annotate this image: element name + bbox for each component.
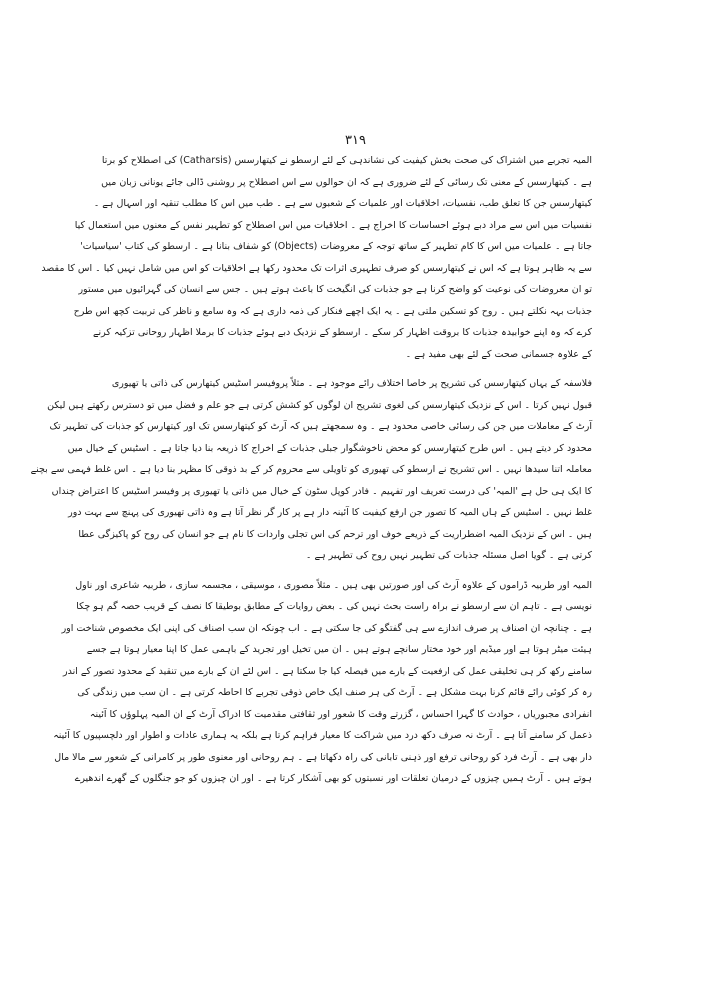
text-line: ہیئت میٹر ہوتا ہے اور میڈیم اور خود مختار سانچے ہوتے ہیں ۔ ان میں تخیل اور تجرید کے باہمی عمل کا اپنا معیار ہوتا ہے جسے: [86, 644, 592, 655]
text-line: کا ایک ہی حل ہے 'المیہ' کی درست تعریف اور تفہیم ۔ فادر کوپل سٹون کے خیال میں ذاتی یا تھیوری پر وفیسر اسٹیس کا اعتراض چنداں: [51, 485, 592, 497]
text-line: سے یہ ظاہر ہوتا ہے کہ اس نے کیتھارسس کو صرف تطہیری اثرات تک محدود رکھا ہے اخلاقیات کو اس میں شامل نہیں کیا ۔ اس کا مقصد: [41, 262, 592, 274]
text-line: تو ان معروضات کی نوعیت کو واضح کرنا ہے جو جذبات کی انگیخت کا باعث ہوتے ہیں ۔ جس سے انسان کی گہرائیوں میں مستور: [78, 284, 592, 295]
text-line: کیتھارسس جن کا تعلق طب، نفسیات، اخلاقیات اور علمیات کے شعبوں سے ہے ۔ طب میں اس کا مطلب تنقیہ اور اسہال ہے ۔: [93, 198, 592, 209]
text-line: کرتی ہے ۔ گویا اصل مسئلہ جذبات کی تطہیر نہیں روح کی تطہیر ہے ۔: [305, 550, 592, 561]
text-line: کے علاوہ جسمانی صحت کے لئے بھی مفید ہے ۔: [405, 348, 592, 360]
text-line: دار بھی ہے ۔ آرٹ فرد کو روحانی ترفع اور ذہنی تابانی کی راہ دکھاتا ہے ۔ ہم روحانی اور معنوی طور پر کامرانی کے شعور سے مالا مال: [54, 751, 592, 763]
text-line: سامنے رکھ کر ہی تخلیقی عمل کی ارفعیت کے بارے میں فیصلہ کیا جا سکتا ہے ۔ اس لئے ان کے بارے میں تنقید کے محدود تصور کے اندر: [63, 665, 592, 677]
text-line: ذعمل کر سامنے آتا ہے ۔ آرٹ نہ صرف دکھ درد میں شراکت کا معیار فراہم کرتا ہے بلکہ یہ ہماری عادات و اطوار اور دلچسپیوں کا آئینہ: [53, 730, 592, 741]
text-line: قبول نہیں کرتا ۔ اس کے نزدیک کیتھارسس کی لغوی تشریح ان لوگوں کو کشش کرتی ہے جو علم و فضل میں تو دسترس رکھتے ہیں لیکن: [47, 399, 592, 411]
text-line: ہے ۔ کیتھارسس کے معنی تک رسائی کے لئے ضروری ہے کہ ان حوالوں سے اس اصطلاح پر روشنی ڈالی جائے یونانی زبان میں: [101, 176, 592, 188]
page-number: ۳۱۹: [345, 133, 366, 148]
text-line: محدود کر دیتے ہیں ۔ اس طرح کیتھارسس کو محض ناخوشگوار جبلی جذبات کے اخراج کا ذریعہ بنا دیا جاتا ہے ۔ اسٹیس کے خیال میں: [67, 442, 592, 454]
text-line: معاملہ اتنا سیدھا نہیں ۔ اس تشریح نے ارسطو کی تھیوری کو تاویلی سے محروم کر کے بد ذوقی کا مظہر بنا دیا ہے ۔ اس غلط فہمی سے بچنے: [30, 464, 592, 475]
text-line: رہ کر کوئی رائے قائم کرنا بہت مشکل ہے ۔ آرٹ کی ہر صنف ایک خاص ذوقی تجربے کا احاطہ کرتی ہے ۔ ان سب میں زندگی کی: [77, 687, 592, 698]
text-line: ہوتے ہیں ۔ آرٹ ہمیں چیزوں کے درمیان تعلقات اور نسبتوں کو بھی آشکار کرتا ہے ۔ اور ان چیزوں کو جو جنگلوں کے گھرے اندھیرے: [74, 773, 592, 784]
text-line: آرٹ کے معاملات میں جن کی رسائی خاصی محدود ہے ۔ وہ سمجھتے ہیں کہ آرٹ کو کیتھارسس تک اور کیتھارس کو جذبات کی تطہیر تک: [49, 421, 592, 432]
text-line: غلط نہیں ۔ اسٹیس کے ہاں المیہ کا تصور جن ارفع کیفیت کا آئینہ دار ہے پر کار گر نظر آتا ہے وہ ذاتی تھیوری کی پہنچ سے بہت دور: [68, 507, 592, 518]
text-line: جذبات بہہ نکلتے ہیں ۔ روح کو تسکین ملتی ہے ۔ یہ ایک اچھے فنکار کی ذمہ داری ہے کہ وہ سامع و ناظر کی تربیت کچھ اس طرح: [73, 305, 592, 317]
body-text: [30, 150, 592, 798]
text-line: المیہ اور طربیہ ڈراموں کے علاوہ آرٹ کی اور صورتیں بھی ہیں ۔ مثلاً مصوری ، موسیقی ، مجسمہ سازی ، طربیہ شاعری اور ناول: [75, 579, 592, 591]
text-line: جاتا ہے ۔ علمیات میں اس کا کام تطہیر کے ساتھ توجہ کے معروضات (Objects) کو شفاف بنانا ہے ۔ ارسطو کی کتاب 'سیاسیات': [80, 241, 592, 252]
text-line: ہے ۔ چنانچہ ان اصناف پر صرف اندازے سے ہی گفتگو کی جا سکتی ہے ۔ اب چونکہ ان سب اصناف کی اپنی ایک مخصوص شناخت اور: [61, 622, 592, 634]
paragraph: [53, 575, 592, 790]
paragraph: [30, 373, 592, 567]
text-line: انفرادی مجبوریاں ، حوادث کا گہرا احساس ، گزرتے وقت کا شعور اور ثقافتی مقدمیت کا ادراک آرٹ کے ان المیہ پہلوؤں کا آئینہ: [89, 708, 592, 720]
text-line: ہیں ۔ اس کے نزدیک المیہ اضطراریت کے ذریعے خوف اور ترحم کی اس تجلی واردات کا نام ہے جو انسان کی روح کو پاکیزگی عطا: [78, 528, 592, 540]
text-line: کرے کہ وہ اپنے خوابیدہ جذبات کا بروقت اظہار کر سکے ۔ ارسطو کے نزدیک دبے ہوئے جذبات کا برملا اظہار روحانی تزکیہ کرنے: [92, 327, 592, 338]
text-line: المیہ تجربے میں اشتراک کی صحت بخش کیفیت کی نشاندہی کے لئے ارسطو نے کیتھارسس (Catharsis) کی اصطلاح کو برتا: [101, 155, 592, 166]
text-line: نویسی ہے ۔ تاہم ان سے ارسطو نے براہ راست بحث نہیں کی ۔ بعض روایات کے مطابق بوطیقا کا نصف کے قریب حصہ گم ہو چکا: [76, 601, 592, 612]
text-line: فلاسفہ کے یہاں کیتھارسس کی تشریح پر خاصا اختلاف رائے موجود ہے ۔ مثلاً پروفیسر اسٹیس کیتھارس کی ذاتی یا تھیوری: [111, 378, 592, 389]
text-line: نفسیات میں اس سے مراد دبے ہوئے احساسات کا اخراج ہے ۔ اخلاقیات میں اس اصطلاح کو تطہیر نفس کے معنوں میں استعمال کیا: [74, 219, 592, 231]
paragraph: [41, 150, 592, 365]
